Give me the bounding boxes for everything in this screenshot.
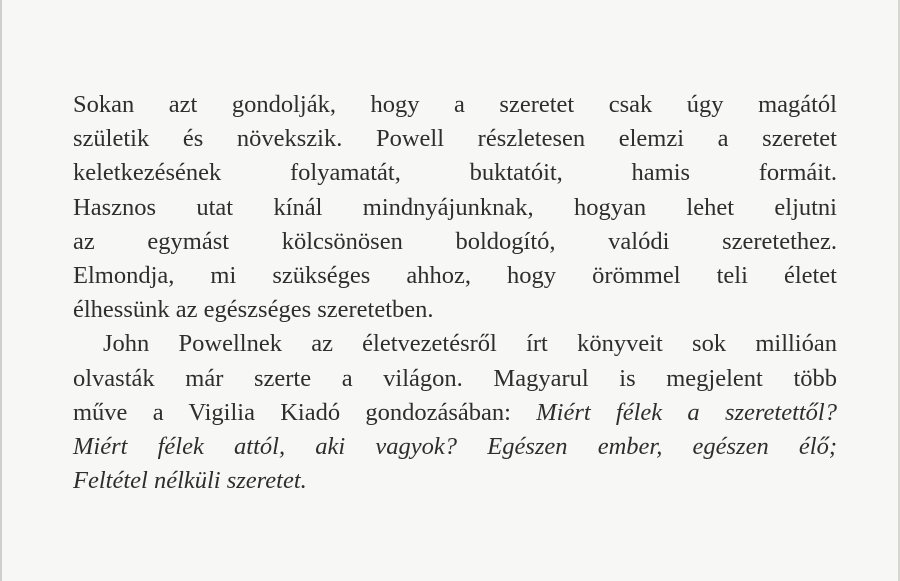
text-line: keletkezésének folyamatát, buktatóit, hamis formáit. — [73, 159, 837, 187]
blurb-text — [73, 88, 837, 498]
text-line: John Powellnek az életvezetésről írt könyveit sok millióan — [103, 330, 837, 358]
paragraph-2 — [73, 327, 837, 498]
book-titles-line: Miért félek attól, aki vagyok? Egészen ember, egészen élő; — [73, 432, 837, 460]
text-line: születik és növekszik. Powell részletesen elemzi a szeretet — [73, 125, 837, 153]
book-title-last: Feltétel nélküli szeretet. — [73, 467, 307, 495]
text-line: olvasták már szerte a világon. Magyarul is megjelent több — [73, 364, 837, 392]
page-edge-left — [0, 0, 2, 581]
text-line-mixed — [73, 396, 837, 430]
text-segment: műve a Vigilia Kiadó gondozásában: — [73, 398, 537, 426]
text-line: az egymást kölcsönösen boldogító, valódi szeretethez. — [73, 227, 837, 255]
text-line: Sokan azt gondolják, hogy a szeretet csak úgy magától — [73, 91, 837, 118]
text-line: élhessünk az egészséges szeretetben. — [73, 296, 434, 324]
text-line: Elmondja, mi szükséges ahhoz, hogy örömmel teli életet — [73, 261, 837, 289]
book-title-1: Miért félek a szeretettől? — [536, 398, 837, 426]
paragraph-1 — [73, 88, 837, 327]
text-line: Hasznos utat kínál mindnyájunknak, hogyan lehet eljutni — [73, 193, 837, 221]
